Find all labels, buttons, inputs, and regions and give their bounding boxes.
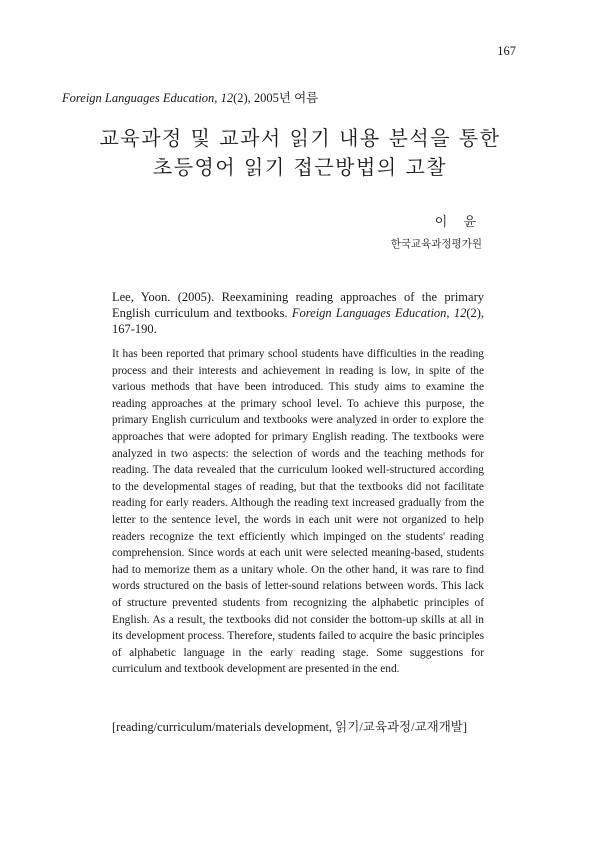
citation-journal: Foreign Languages Education, (291, 306, 450, 320)
paper-title-line2: 초등영어 읽기 접근방법의 고찰 (152, 155, 448, 179)
author-affiliation: 한국교육과정평가원 (390, 238, 482, 250)
journal-volume: 12 (220, 91, 234, 105)
abstract-text: It has been reported that primary school students have difficulties in the reading process and their interests and achievement in reading is low, in spite of the various methods that have been introduced. This study aims to examine the reading approaches at the primary school level. To achieve this purpose, the primary English curriculum and textbooks were analyzed in order to explore the approaches that were adopted for primary English reading. The textbooks were analyzed in two aspects: the selection of words and the teaching methods for reading. The data revealed that the curriculum looked well-structured according to the developmental stages of reading, but that the textbooks did not facilitate reading for early readers. Although the reading text increased gradually from the letter to the sentence level, the words in each unit were not organized to help readers recognize the text efficiently which impinged on the students' reading comprehension. Since words at each unit were selected meaning-based, students had to memorize them as a unitary whole. On the other hand, it was rare to find words structured on the basis of letter-sound relations between words. This lack of structure prevented students from recognizing the alphabetic principles of English. As a result, the textbooks did not consider the bottom-up skills at all in its development process. Therefore, students failed to acquire the basic principles of alphabetic language in the early reading stage. Some suggestions for curriculum and textbook development are presented in the end. (112, 348, 484, 676)
journal-issue-year: (2), 2005년 여름 (233, 91, 319, 105)
journal-name: Foreign Languages Education, (62, 91, 218, 105)
author-name: 이 윤 (434, 215, 482, 230)
citation-volume: 12 (453, 306, 467, 320)
paper-title-line1: 교육과정 및 교과서 읽기 내용 분석을 통한 (99, 126, 501, 150)
citation-suffix: (2), 167-190. (112, 306, 485, 336)
citation-prefix: Lee, Yoon. (2005). Reexamining reading approaches of the primary English curriculum and textbooks. (112, 290, 484, 320)
journal-header (62, 88, 318, 106)
page-number: 167 (497, 44, 516, 58)
keywords: [reading/curriculum/materials development, 읽기/교육과정/교재개발] (112, 720, 468, 734)
citation (112, 289, 484, 337)
